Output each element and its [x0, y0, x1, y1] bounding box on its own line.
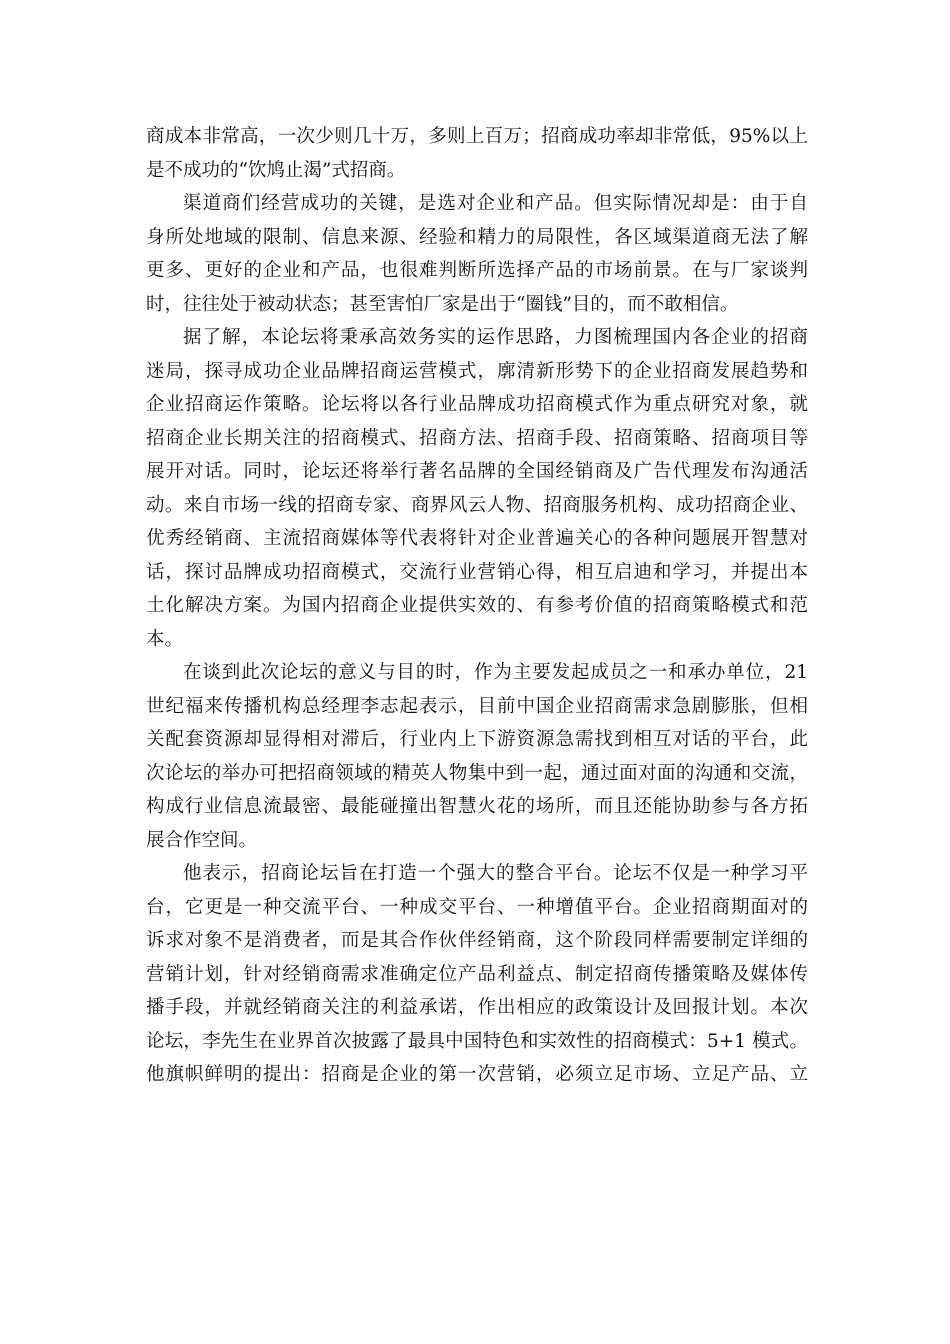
text-line: 他旗帜鲜明的提出：招商是企业的第一次营销，必须立足市场、立足产品、立	[146, 1064, 808, 1085]
text-line: 台，它更是一种交流平台、一种成交平台、一种增值平台。企业招商期面对的	[146, 896, 808, 918]
text-line: 营销计划，针对经销商需求准确定位产品利益点、制定招商传播策略及媒体传	[146, 963, 808, 985]
text-line: 构成行业信息流最密、最能碰撞出智慧火花的场所，而且还能协助参与各方拓	[146, 796, 808, 817]
text-line: 土化解决方案。为国内招商企业提供实效的、有参考价值的招商策略模式和范	[146, 595, 808, 616]
text-line: 招商企业长期关注的招商模式、招商方法、招商手段、招商策略、招商项目等	[146, 427, 808, 449]
text-line: 话，探讨品牌成功招商模式，交流行业营销心得，相互启迪和学习，并提出本	[146, 561, 808, 583]
text-line: 论坛，李先生在业界首次披露了最具中国特色和实效性的招商模式：5+1 模式。	[146, 1030, 808, 1052]
text-line: 迷局，探寻成功企业品牌招商运营模式，廓清新形势下的企业招商发展趋势和	[146, 360, 808, 382]
text-line: 播手段，并就经销商关注的利益承诺，作出相应的政策设计及回报计划。本次	[146, 997, 808, 1018]
text-line: 关配套资源却显得相对滞后，行业内上下游资源急需找到相互对话的平台，此	[146, 729, 808, 750]
text-line: 渠道商们经营成功的关键，是选对企业和产品。但实际情况却是：由于自	[183, 193, 808, 214]
text-line: 商成本非常高，一次少则几十万，多则上百万；招商成功率却非常低，95%以上	[146, 126, 808, 147]
text-line: 动。来自市场一线的招商专家、商界风云人物、招商服务机构、成功招商企业、	[146, 494, 808, 516]
text-line: 时，往往处于被动状态；甚至害怕厂家是出于“圈钱”目的，而不敢相信。	[146, 293, 739, 315]
text-line: 企业招商运作策略。论坛将以各行业品牌成功招商模式作为重点研究对象，就	[146, 394, 808, 415]
text-line: 据了解，本论坛将秉承高效务实的运作思路，力图梳理国内各企业的招商	[183, 327, 808, 348]
text-line: 是不成功的“饮鸠止渴”式招商。	[146, 159, 406, 181]
text-line: 展开对话。同时，论坛还将举行著名品牌的全国经销商及广告代理发布沟通活	[146, 461, 808, 482]
text-line: 诉求对象不是消费者，而是其合作伙伴经销商，这个阶段同样需要制定详细的	[146, 930, 808, 951]
text-line: 展合作空间。	[146, 829, 258, 851]
text-line: 优秀经销商、主流招商媒体等代表将针对企业普遍关心的各种问题展开智慧对	[146, 528, 808, 549]
article-body	[146, 120, 808, 1092]
text-line: 在谈到此次论坛的意义与目的时，作为主要发起成员之一和承办单位，21	[183, 662, 808, 683]
text-line: 他表示，招商论坛旨在打造一个强大的整合平台。论坛不仅是一种学习平	[183, 863, 808, 884]
text-line: 次论坛的举办可把招商领域的精英人物集中到一起，通过面对面的沟通和交流，	[146, 762, 808, 784]
text-line: 身所处地域的限制、信息来源、经验和精力的局限性，各区域渠道商无法了解	[146, 226, 808, 248]
text-line: 更多、更好的企业和产品，也很难判断所选择产品的市场前景。在与厂家谈判	[146, 260, 808, 281]
text-line: 本。	[146, 628, 184, 650]
text-line: 世纪福来传播机构总经理李志起表示，目前中国企业招商需求急剧膨胀，但相	[146, 695, 808, 717]
